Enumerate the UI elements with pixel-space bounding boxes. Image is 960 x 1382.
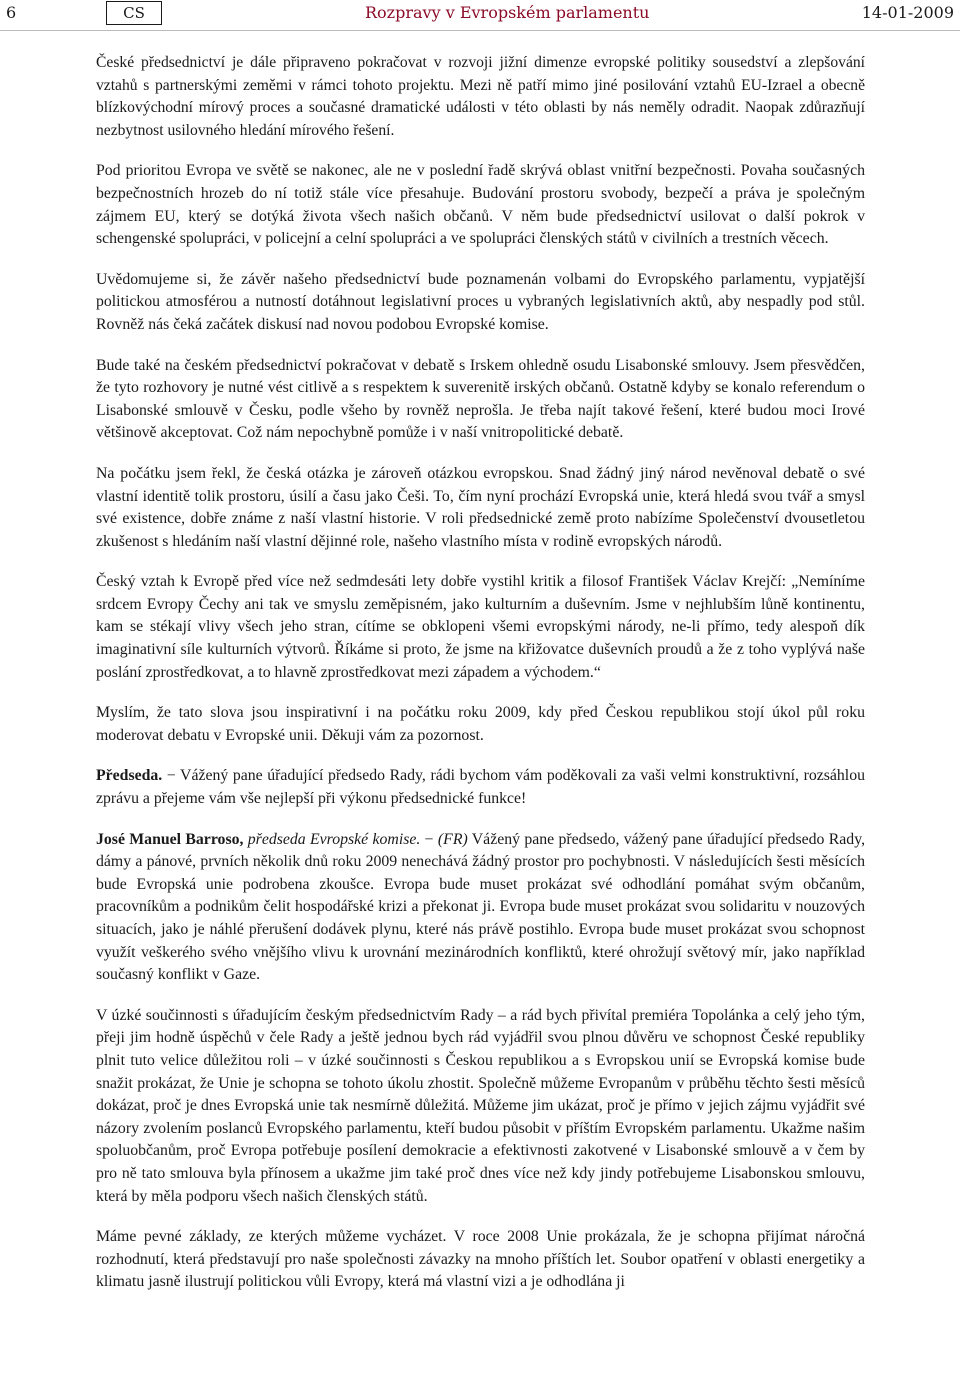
document-date: 14-01-2009 [861, 3, 954, 22]
body-paragraph: Český vztah k Evropě před více než sedmdesáti lety dobře vystihl kritik a filosof František Václav Krejčí: „Nemíníme srdcem Evropy Čechy ani tak ve smyslu zeměpisném, jako kulturním a duševním. Jsme v nejhlubším lůně kontinentu, kam se stékají vlivy všech jeho stran, cítíme se obklopeni všemi evropskými národy, ne-li přímo, tedy alespoň dík imaginativní síle kulturních výtvorů. Říkáme si proto, že jsme na křižovatce duševních proudů a že z toho vyplývá naše poslání zprostředkovat, a to hlavně zprostředkovat mezi západem a východem.“ [96, 573, 865, 681]
barroso-turn [96, 829, 865, 987]
body-paragraph: Na počátku jsem řekl, že česká otázka je zároveň otázkou evropskou. Snad žádný jiný národ nevěnoval debatě o své vlastní identitě tolik prostoru, úsilí a času jako Češi. To, čím nyní prochází Evropská unie, která hledá svou tvář a smysl své existence, dobře známe z naší vlastní historie. V roli předsednické země proto nabízíme Společenství dvousetletou zkušenost s hledáním naší vlastní dějinné role, našeho vlastního místa v rodině evropských národů. [96, 464, 865, 550]
speech-text: Vážený pane předsedo, vážený pane úřadující předsedo Rady, dámy a pánové, prvních několik dnů roku 2009 nenechává žádný prostor pro pochybnosti. V následujících šesti měsících bude Evropská unie podrobena zkoušce. Evropa bude muset prokázat své odhodlání pomáhat svým občanům, pracovníkům a podnikům čelit hospodářské krizi a překonat ji. Evropa bude muset prokázat svou solidaritu v nouzových situacích, jako je náhlé přerušení dodávek plynu, které nás právě postihlo. Evropa bude muset prokázat svou schopnost využít veškerého svého vnějšího vlivu k urovnání mezinárodních konfliktů, které ohrožují světový mír, jako například současný konflikt v Gaze. [96, 830, 866, 984]
document-body [96, 52, 865, 1312]
speaker-name: Předseda. [96, 767, 163, 785]
speech-language: (FR) [437, 830, 468, 848]
body-paragraph: Máme pevné základy, ze kterých můžeme vycházet. V roce 2008 Unie prokázala, že je schopna přijímat náročná rozhodnutí, která představují pro naše společnosti závazky na mnoho příštích let. Soubor opatření v oblasti energetiky a klimatu jasně ilustrují politickou vůli Evropy, která má vlastní vizi a je odhodlána ji [96, 1228, 865, 1291]
body-paragraph: Pod prioritou Evropa ve světě se nakonec, ale ne v poslední řadě skrývá oblast vnitřní bezpečnosti. Povaha současných bezpečnostních hrozeb do ní totiž stále více přesahuje. Budování prostoru svobody, bezpečí a práva je společným zájmem EU, který se dotýká života všech našich občanů. V něm bude předsednictví usilovat o další pokrok v schengenské spolupráci, v policejní a celní spolupráci a ve spolupráci členských států v civilních a trestních věcech. [96, 162, 865, 248]
speech-text: − Vážený pane úřadující předsedo Rady, rádi bychom vám poděkovali za vaši velmi konstruktivní, rozsáhlou zprávu a přejeme vám vše nejlepší při výkonu předsednické funkce! [96, 767, 865, 808]
speech-dash: − [420, 830, 438, 848]
body-paragraph: České předsednictví je dále připraveno pokračovat v rozvoji jižní dimenze evropské politiky sousedství a zlepšování vztahů s partnerskými zeměmi v rámci tohoto projektu. Mezi ně patří mimo jiné posilování vztahů EU-Izrael a obecně blízkovýchodní mírový proces a současné dramatické události v této oblasti by nás neměly odradit. Naopak zdůrazňují nezbytnost usilovného hledání mírového řešení. [96, 54, 865, 139]
header-divider [0, 30, 960, 31]
page-number: 6 [6, 3, 17, 22]
speaker-role: předseda Evropské komise. [243, 830, 421, 848]
body-paragraph: V úzké součinnosti s úřadujícím českým předsednictvím Rady – a rád bych přivítal premiéra Topolánka a celý jeho tým, přeji jim hodně úspěchů v čele Rady a ještě jednou bych rád vyjádřil svou plnou důvěru ve schopnost České republiky plnit tuto velice důležitou roli – v úzké součinnosti s Českou republikou a s Evropskou unií se Evropská komise bude snažit prokázat, že Unie je schopna se tohoto úkolu zhostit. Společně můžeme Evropanům v průběhu těchto šesti měsíců dokázat, proč je dnes Evropská unie tak nesmírně důležitá. Můžeme jim ukázat, proč je přímo v jejich zájmu vyjádřit své názory zvolením poslanců Evropského parlamentu, kteří budou působit v příštím Evropském parlamentu. Ukažme našim spoluobčanům, proč Evropa potřebuje posílení demokracie a efektivnosti zakotvené v Lisabonské smlouvě a v čem by pro ně tato smlouva byla přínosem a ukažme jim také proč dnes více než kdy jindy potřebujeme Lisabonskou smlouvu, která by měla podporu všech našich členských států. [96, 1006, 865, 1205]
body-paragraph: Uvědomujeme si, že závěr našeho předsednictví bude poznamenán volbami do Evropského parlamentu, vypjatější politickou atmosférou a nutností dotáhnout legislativní proces u vybraných legislativních aktů, aby nespadly pod stůl. Rovněž nás čeká začátek diskusí nad novou podobou Evropské komise. [96, 270, 865, 333]
body-paragraph: Bude také na českém předsednictví pokračovat v debatě s Irskem ohledně osudu Lisabonské smlouvy. Jsem přesvědčen, že tyto rozhovory je nutné vést citlivě a s respektem k suverenitě irských občanů. Ostatně kdyby se konalo referendum o Lisabonské smlouvě v Česku, podle všeho by rovněž neprošla. Je třeba najít takové řešení, které budou moci Irové většinově akceptovat. Což nám nepochybně pomůže i v naší vnitropolitické debatě. [96, 356, 865, 442]
document-title: Rozpravy v Evropském parlamentu [365, 3, 650, 22]
speaker-name: José Manuel Barroso, [96, 830, 244, 848]
page-header [0, 0, 960, 26]
language-badge: CS [106, 1, 162, 25]
president-turn [96, 765, 865, 810]
body-paragraph: Myslím, že tato slova jsou inspirativní i na počátku roku 2009, kdy před Českou republikou stojí úkol půl roku moderovat debatu v Evropské unii. Děkuji vám za pozornost. [96, 704, 865, 744]
